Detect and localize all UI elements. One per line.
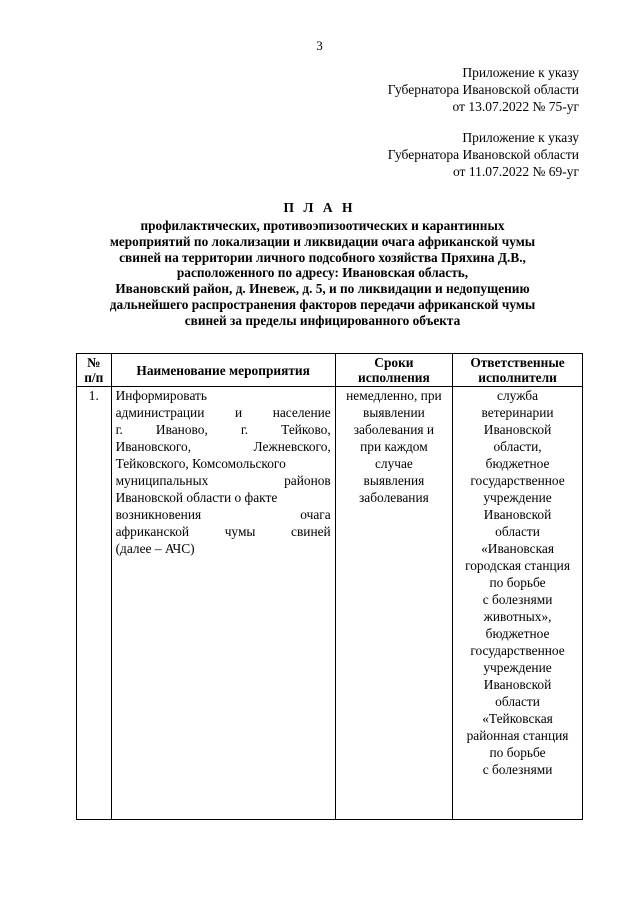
- activity-word: г.: [115, 422, 123, 437]
- subtitle-line: свиней за пределы инфицированного объекта: [184, 312, 461, 328]
- responsible-line: государственное: [470, 473, 565, 488]
- activity-word: Тейковского, Комсомольского: [115, 456, 286, 471]
- responsible-line: служба: [497, 388, 539, 403]
- responsible-line: Ивановской: [483, 422, 552, 437]
- activity-word: районов: [284, 473, 331, 488]
- activity-line: [116, 387, 331, 404]
- plan-table: [76, 353, 583, 820]
- terms-line: случае: [374, 456, 413, 471]
- page-number: 3: [316, 38, 323, 53]
- responsible-line: «Тейковская: [482, 711, 553, 726]
- activity-line: [116, 506, 331, 523]
- document-subtitle: [70, 218, 575, 329]
- responsible-line: учреждение: [483, 490, 552, 505]
- header-number-line: №: [87, 355, 101, 370]
- subtitle-line: расположенного по адресу: Ивановская область,: [176, 265, 469, 281]
- activity-word: Информировать: [115, 388, 207, 403]
- responsible-line: ветеринарии: [481, 405, 554, 420]
- row-activity-name: [111, 387, 335, 820]
- table-header-row: [77, 354, 583, 387]
- header-responsible: [453, 354, 583, 387]
- responsible-line: бюджетное: [485, 456, 550, 471]
- header-name: Наименование мероприятия: [111, 354, 335, 387]
- terms-line: при каждом: [360, 439, 428, 454]
- activity-word: Ивановского,: [115, 439, 192, 454]
- activity-word: Иваново,: [155, 422, 208, 437]
- appendix-block-current: [388, 64, 579, 115]
- appendix-line: от 13.07.2022 № 75-уг: [452, 99, 579, 114]
- activity-word: африканской: [115, 524, 190, 539]
- row-terms: [335, 387, 452, 820]
- responsible-line: животных»,: [483, 609, 552, 624]
- activity-line: [116, 455, 331, 472]
- header-terms-line: Сроки: [374, 355, 414, 370]
- responsible-line: государственное: [470, 643, 565, 658]
- activity-line: [116, 523, 331, 540]
- header-terms-line: исполнения: [358, 370, 430, 385]
- responsible-line: области: [495, 694, 540, 709]
- responsible-line: Ивановской: [483, 507, 552, 522]
- activity-line: [116, 489, 331, 506]
- activity-line: [116, 438, 331, 455]
- activity-word: администрации: [115, 405, 205, 420]
- responsible-line: по борьбе: [489, 745, 546, 760]
- activity-line: [116, 421, 331, 438]
- activity-word: Тейково,: [281, 422, 331, 437]
- activity-line: [116, 540, 331, 557]
- appendix-line: Приложение к указу: [462, 65, 579, 80]
- appendix-block-original: [388, 129, 579, 180]
- terms-line: заболевания: [359, 490, 429, 505]
- terms-line: выявлении: [363, 405, 425, 420]
- activity-word: свиней: [291, 524, 331, 539]
- activity-word: муниципальных: [115, 473, 209, 488]
- appendix-line: Губернатора Ивановской области: [387, 147, 579, 162]
- activity-word: г.: [240, 422, 249, 437]
- activity-word: чумы: [224, 524, 256, 539]
- row-number: 1.: [77, 387, 112, 820]
- header-number-line: п/п: [84, 370, 104, 385]
- responsible-line: области,: [493, 439, 542, 454]
- row-responsible: [453, 387, 583, 820]
- header-terms: [335, 354, 452, 387]
- appendix-line: от 11.07.2022 № 69-уг: [452, 164, 579, 179]
- subtitle-line: дальнейшего распространения факторов передачи африканской чумы: [109, 296, 536, 312]
- activity-word: Лежневского,: [253, 439, 331, 454]
- responsible-line: Ивановской: [483, 677, 552, 692]
- appendix-line: Приложение к указу: [462, 130, 579, 145]
- header-number: [77, 354, 112, 387]
- terms-line: немедленно, при: [346, 388, 442, 403]
- subtitle-line: свиней на территории личного подсобного хозяйства Пряхина Д.В.,: [119, 249, 526, 265]
- activity-line: [116, 472, 331, 489]
- activity-word: население: [272, 405, 331, 420]
- responsible-line: с болезнями: [482, 592, 553, 607]
- responsible-line: учреждение: [483, 660, 552, 675]
- responsible-line: районная станция: [466, 728, 569, 743]
- responsible-line: области: [495, 524, 540, 539]
- table-row: [77, 387, 583, 820]
- subtitle-line: профилактических, противоэпизоотических и карантинных: [140, 218, 505, 233]
- terms-line: заболевания и: [353, 422, 435, 437]
- header-responsible-line: Ответственные: [470, 355, 565, 370]
- responsible-line: «Ивановская: [481, 541, 554, 556]
- subtitle-line: мероприятий по локализации и ликвидации очага африканской чумы: [109, 233, 536, 249]
- subtitle-line: Ивановский район, д. Иневеж, д. 5, и по ликвидации и недопущению: [115, 281, 530, 297]
- responsible-line: по борьбе: [489, 575, 546, 590]
- terms-line: выявления: [363, 473, 425, 488]
- activity-word: возникновения: [115, 507, 202, 522]
- responsible-line: с болезнями: [482, 762, 553, 777]
- header-responsible-line: исполнители: [478, 370, 557, 385]
- activity-word: очага: [300, 507, 331, 522]
- responsible-line: городская станция: [465, 558, 570, 573]
- document-title: П Л А Н: [283, 200, 356, 215]
- activity-word: (далее – АЧС): [115, 541, 195, 556]
- appendix-line: Губернатора Ивановской области: [387, 82, 579, 97]
- activity-word: и: [234, 405, 243, 420]
- activity-word: Ивановской области о факте: [115, 490, 278, 505]
- activity-line: [116, 404, 331, 421]
- responsible-line: бюджетное: [485, 626, 550, 641]
